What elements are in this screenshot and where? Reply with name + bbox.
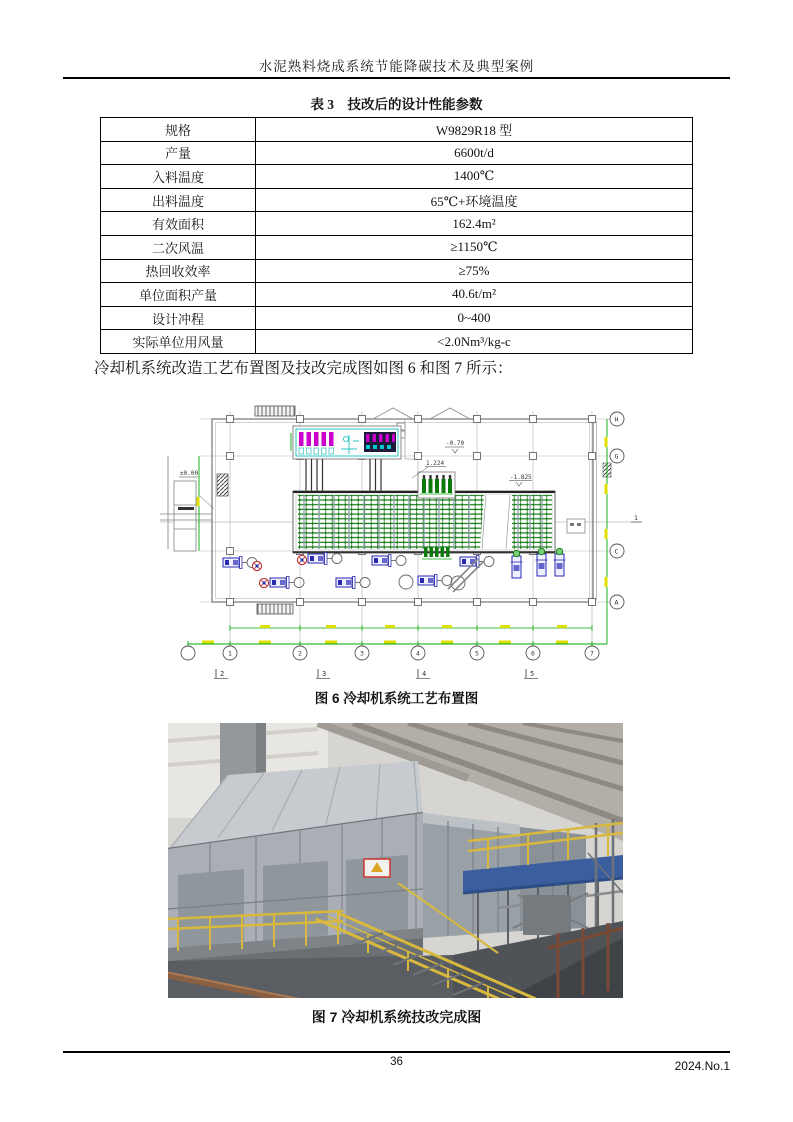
svg-text:5: 5 (530, 670, 535, 678)
svg-text:6: 6 (531, 649, 535, 658)
figure7-photo (168, 723, 623, 998)
svg-text:G: G (614, 452, 619, 461)
figure7-caption: 图 7 冷却机系统技改完成图 (311, 1009, 482, 1025)
page-number: 36 (390, 1056, 403, 1068)
table-row (101, 306, 693, 330)
svg-text:C: C (614, 547, 619, 556)
param-label: 二次风温 (101, 235, 256, 259)
svg-text:3: 3 (360, 649, 364, 658)
svg-text:1.224: 1.224 (426, 460, 445, 467)
table-row (101, 330, 693, 354)
param-value: 162.4m² (256, 212, 693, 236)
table-row (101, 212, 693, 236)
table-row (101, 259, 693, 283)
svg-text:H: H (614, 415, 619, 424)
section-marks (214, 669, 538, 679)
table-row (101, 283, 693, 307)
svg-text:1: 1 (634, 514, 638, 522)
svg-text:7: 7 (590, 649, 594, 658)
cad-drawing (160, 399, 650, 683)
svg-text:-1.825: -1.825 (510, 474, 532, 481)
piping (306, 459, 381, 492)
parameter-table (100, 117, 693, 354)
param-label: 出料温度 (101, 188, 256, 212)
table-title: 表 3 技改后的设计性能参数 (310, 97, 483, 112)
param-value: 65℃+环境温度 (256, 188, 693, 212)
svg-text:4: 4 (422, 670, 427, 678)
param-label: 规格 (101, 118, 256, 142)
param-label: 热回收效率 (101, 259, 256, 283)
svg-text:2: 2 (220, 670, 225, 678)
svg-text:A: A (614, 598, 619, 607)
param-label: 有效面积 (101, 212, 256, 236)
svg-text:1: 1 (228, 649, 232, 658)
param-value: 0~400 (256, 306, 693, 330)
issue-label: 2024.No.1 (674, 1059, 730, 1073)
svg-text:4: 4 (416, 649, 420, 658)
svg-text:3: 3 (322, 670, 327, 678)
control-panel (291, 426, 401, 459)
header-rule (63, 77, 730, 79)
table-row (101, 188, 693, 212)
body-paragraph: 冷却机系统改造工艺布置图及技改完成图如图 6 和图 7 所示： (94, 360, 513, 377)
param-value: ≥1150℃ (256, 235, 693, 259)
table-row (101, 165, 693, 189)
footer-rule (63, 1051, 730, 1053)
grate-cooler (293, 491, 555, 553)
param-label: 入料温度 (101, 165, 256, 189)
param-value: ≥75% (256, 259, 693, 283)
warning-sign (364, 859, 390, 877)
figure6-caption: 图 6 冷却机系统工艺布置图 (314, 691, 479, 706)
param-value: <2.0Nm³/kg-c (256, 330, 693, 354)
svg-text:2: 2 (298, 649, 302, 658)
param-value: W9829R18 型 (256, 118, 693, 142)
svg-text:-0.70: -0.70 (446, 440, 465, 447)
header-title: 水泥熟料烧成系统节能降碳技术及典型案例 (258, 59, 535, 74)
table-row (101, 118, 693, 142)
param-label: 设计冲程 (101, 306, 256, 330)
valve-cluster-bottom (422, 547, 452, 559)
table-row (101, 235, 693, 259)
svg-text:5: 5 (475, 649, 479, 658)
param-label: 产量 (101, 141, 256, 165)
right-details (567, 463, 642, 533)
param-label: 单位面积产量 (101, 283, 256, 307)
table-row (101, 141, 693, 165)
param-value: 40.6t/m² (256, 283, 693, 307)
param-value: 1400℃ (256, 165, 693, 189)
cooler-photo (168, 723, 623, 998)
pump-equipment (223, 548, 566, 592)
svg-text:±0.00: ±0.00 (180, 470, 199, 477)
valve-cluster-top (418, 472, 455, 498)
param-value: 6600t/d (256, 141, 693, 165)
figure6-layout-drawing (160, 399, 650, 683)
param-label: 实际单位用风量 (101, 330, 256, 354)
